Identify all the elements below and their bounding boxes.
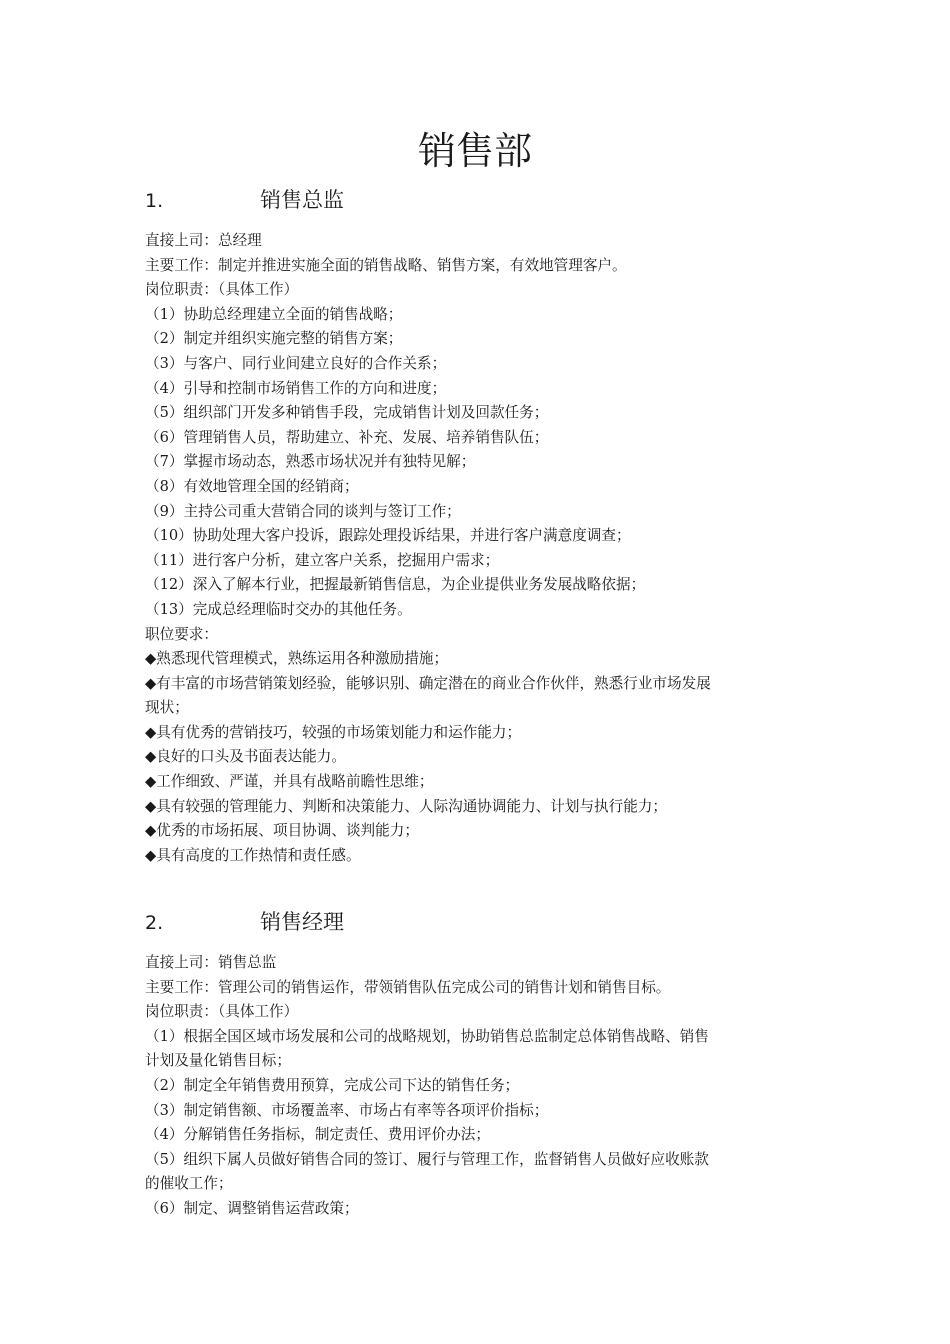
- section-title: 销售经理: [260, 910, 344, 934]
- duty-item: （10）协助处理大客户投诉，跟踪处理投诉结果，并进行客户满意度调查；: [145, 527, 631, 545]
- section-heading: [145, 184, 810, 216]
- duty-item: （12）深入了解本行业，把握最新销售信息，为企业提供业务发展战略依据；: [145, 576, 646, 594]
- document-title: 销售部: [417, 129, 532, 173]
- duty-item: （4）引导和控制市场销售工作的方向和进度；: [145, 379, 447, 397]
- main-work-line: 主要工作：管理公司的销售运作，带领销售队伍完成公司的销售计划和销售目标。: [145, 978, 671, 996]
- section-heading: [145, 906, 810, 938]
- requirement-item: ◆具有高度的工作热情和责任感。: [145, 846, 361, 864]
- duty-item: （11）进行客户分析，建立客户关系，挖掘用户需求；: [145, 551, 500, 569]
- supervisor-line: 直接上司：总经理: [145, 232, 262, 249]
- section-title: 销售总监: [260, 188, 344, 212]
- duty-item: （6）制定、调整销售运营政策；: [145, 1199, 359, 1217]
- duty-item: （9）主持公司重大营销合同的谈判与签订工作；: [145, 502, 461, 520]
- duty-item: （7）掌握市场动态，熟悉市场状况并有独特见解；: [145, 453, 476, 471]
- duty-item: （1）协助总经理建立全面的销售战略；: [145, 305, 403, 323]
- duty-item: （4）分解销售任务指标，制定责任、费用评价办法；: [145, 1126, 490, 1144]
- requirement-item: ◆具有较强的管理能力、判断和决策能力、人际沟通协调能力、计划与执行能力；: [145, 797, 668, 815]
- duty-item: （6）管理销售人员，帮助建立、补充、发展、培养销售队伍；: [145, 428, 549, 446]
- requirement-item: ◆良好的口头及书面表达能力。: [145, 748, 346, 766]
- section-body: [145, 229, 810, 868]
- duty-item: （3）与客户、同行业间建立良好的合作关系；: [145, 354, 447, 372]
- duty-item: （5）组织部门开发多种销售手段，完成销售计划及回款任务；: [145, 404, 549, 422]
- requirement-item: ◆熟悉现代管理模式，熟练运用各种激励措施；: [145, 650, 449, 668]
- section-number: 1.: [145, 190, 164, 212]
- duty-item: （13）完成总经理临时交办的其他任务。: [145, 600, 412, 618]
- section-sales-director: [145, 184, 810, 868]
- duty-item: （2）制定全年销售费用预算，完成公司下达的销售任务；: [145, 1076, 520, 1094]
- duties-heading: 岗位职责：（具体工作）: [145, 1003, 299, 1021]
- duty-item: （5）组织下属人员做好销售合同的签订、履行与管理工作，监督销售人员做好应收账款: [145, 1150, 709, 1168]
- duty-item-continued: 计划及量化销售目标；: [145, 1052, 291, 1070]
- requirement-item: ◆具有优秀的营销技巧，较强的市场策划能力和运作能力；: [145, 723, 522, 741]
- section-body: [145, 951, 810, 1222]
- duty-item: （1）根据全国区域市场发展和公司的战略规划，协助销售总监制定总体销售战略、销售: [145, 1027, 709, 1045]
- supervisor-line: 直接上司：销售总监: [145, 954, 277, 971]
- main-work-line: 主要工作：制定并推进实施全面的销售战略、销售方案，有效地管理客户。: [145, 256, 627, 274]
- duty-item: （8）有效地管理全国的经销商；: [145, 477, 359, 495]
- requirement-item: ◆优秀的市场拓展、项目协调、谈判能力；: [145, 822, 419, 840]
- duty-item: （3）制定销售额、市场覆盖率、市场占有率等各项评价指标；: [145, 1101, 549, 1119]
- requirement-item: ◆有丰富的市场营销策划经验，能够识别、确定潜在的商业合作伙伴，熟悉行业市场发展: [145, 674, 711, 692]
- requirements-heading: 职位要求：: [145, 625, 218, 643]
- duty-item-continued: 的催收工作；: [145, 1175, 233, 1193]
- requirement-item: ◆工作细致、严谨，并具有战略前瞻性思维；: [145, 773, 434, 791]
- duty-item: （2）制定并组织实施完整的销售方案；: [145, 330, 403, 348]
- section-sales-manager: [145, 906, 810, 1222]
- requirement-item-continued: 现状；: [145, 699, 189, 717]
- section-number: 2.: [145, 912, 164, 934]
- duties-heading: 岗位职责：（具体工作）: [145, 281, 299, 299]
